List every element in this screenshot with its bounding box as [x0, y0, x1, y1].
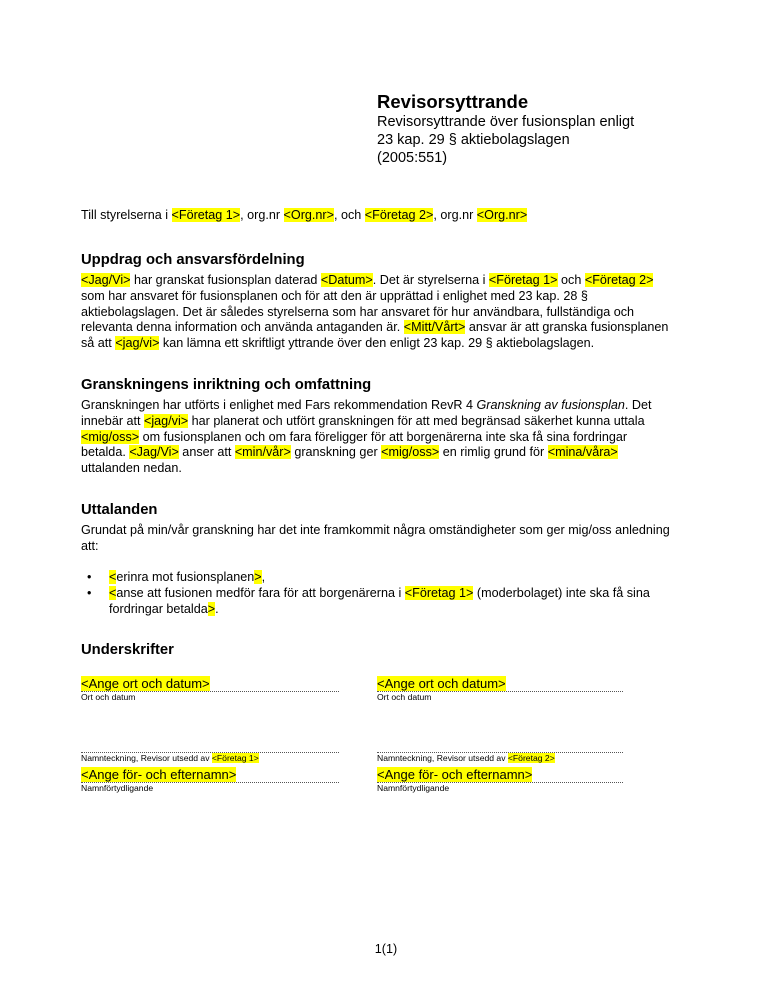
place-date-label: Ort och datum — [81, 692, 136, 702]
document-subtitle-line-2: 23 kap. 29 § aktiebolagslagen — [377, 132, 570, 148]
text: anser att — [178, 445, 235, 460]
place-date-field[interactable]: <Ange ort och datum> — [377, 676, 506, 691]
recipient-prefix: Till styrelserna i — [81, 208, 172, 222]
placeholder-company-1[interactable]: <Företag 1> — [404, 586, 474, 601]
place-date-field[interactable]: <Ange ort och datum> — [81, 676, 210, 691]
placeholder-min-var[interactable]: <min/vår> — [234, 445, 291, 460]
signature-label — [377, 753, 623, 763]
text: Namnteckning, Revisor utsedd av — [81, 753, 212, 763]
section-uttalanden — [81, 501, 681, 618]
text-line: uttalanden nedan. — [81, 461, 182, 476]
signature-column-left — [81, 676, 339, 793]
text: (moderbolaget) inte ska få sina — [473, 586, 650, 601]
text: , — [261, 570, 266, 585]
placeholder-orgnr-1[interactable]: <Org.nr> — [283, 208, 334, 222]
section-paragraph — [81, 523, 681, 555]
signature-column-right — [377, 676, 623, 793]
text: innebär att — [81, 413, 145, 428]
text-line: att: — [81, 538, 99, 553]
reference-title: Granskning av fusionsplan — [476, 398, 625, 412]
section-heading: Granskningens inriktning och omfattning — [81, 377, 372, 393]
document-subtitle-line-3: (2005:551) — [377, 150, 448, 166]
section-granskning — [81, 376, 681, 477]
name-field[interactable]: <Ange för- och efternamn> — [377, 767, 533, 782]
text: så att — [81, 336, 116, 351]
text: Granskningen har utförts i enlighet med Fars rekommendation RevR 4 — [81, 398, 477, 412]
text: . — [215, 601, 219, 616]
section-uppdrag — [81, 251, 681, 352]
text: har planerat och utfört granskningen för att med begränsad säkerhet kunna uttala — [188, 413, 645, 428]
text: Namnteckning, Revisor utsedd av — [377, 753, 508, 763]
placeholder-company-1[interactable]: <Företag 1> — [171, 208, 241, 222]
placeholder-mina-vara[interactable]: <mina/våra> — [547, 445, 618, 460]
text: kan lämna ett skriftligt yttrande över den enligt 23 kap. 29 § aktiebolagslagen. — [159, 336, 595, 351]
placeholder-mig-oss[interactable]: <mig/oss> — [81, 429, 140, 444]
statement-list — [81, 570, 681, 617]
recipient-line — [81, 207, 527, 223]
text: . Det — [624, 398, 652, 412]
bullet-icon: • — [87, 586, 92, 601]
title-block — [377, 91, 677, 167]
placeholder-orgnr-2[interactable]: <Org.nr> — [476, 208, 528, 222]
text-line: som har ansvaret för fusionsplanen och för att den är upprättad i enlighet med 23 kap. 28 § — [81, 288, 588, 303]
name-label: Namnförtydligande — [377, 783, 450, 793]
list-item — [81, 586, 681, 618]
section-underskrifter — [81, 641, 681, 663]
text: om fusionsplanen och om fara föreligger för att borgenärerna inte ska få sina fordringar — [139, 429, 628, 444]
text: erinra mot fusionsplanen — [116, 570, 255, 585]
document-subtitle-line-1: Revisorsyttrande över fusionsplan enligt — [377, 114, 635, 130]
text: granskning ger — [290, 445, 382, 460]
placeholder-bracket-open[interactable]: < — [109, 586, 117, 601]
placeholder-company-2[interactable]: <Företag 2> — [364, 208, 434, 222]
section-heading: Uppdrag och ansvarsfördelning — [81, 252, 305, 268]
text: anse att fusionen medför fara för att borgenärerna i — [116, 586, 405, 601]
text: och — [557, 273, 585, 287]
placeholder-jag-vi[interactable]: <jag/vi> — [144, 413, 189, 428]
placeholder-mitt-vart[interactable]: <Mitt/Vårt> — [403, 320, 466, 335]
page-number: 1(1) — [374, 942, 398, 956]
placeholder-datum[interactable]: <Datum> — [320, 273, 373, 287]
text: , och — [333, 208, 365, 222]
text: en rimlig grund för — [439, 445, 548, 460]
placeholder-bracket-close[interactable]: > — [207, 601, 216, 616]
text: betalda. — [81, 445, 130, 460]
placeholder-jag-vi[interactable]: <jag/vi> — [115, 336, 160, 351]
section-paragraph — [81, 273, 681, 352]
text: , org.nr — [240, 208, 284, 222]
placeholder-company-2[interactable]: <Företag 2> — [507, 753, 555, 763]
section-heading: Uttalanden — [81, 502, 158, 518]
placeholder-jag-vi[interactable]: <Jag/Vi> — [81, 273, 131, 287]
text: . Det är styrelserna i — [372, 273, 489, 287]
section-paragraph — [81, 398, 681, 477]
signature-label — [81, 753, 339, 763]
placeholder-company-2[interactable]: <Företag 2> — [584, 273, 654, 287]
text: fordringar betalda — [109, 601, 208, 616]
text: relevanta denna information och använda antaganden är. — [81, 320, 404, 335]
placeholder-company-1[interactable]: <Företag 1> — [211, 753, 259, 763]
text: ansvar är att granska fusionsplanen — [465, 320, 669, 335]
list-item — [81, 570, 681, 586]
placeholder-bracket-close[interactable]: > — [254, 570, 262, 585]
placeholder-mig-oss[interactable]: <mig/oss> — [381, 445, 440, 460]
section-heading: Underskrifter — [81, 642, 174, 658]
bullet-icon: • — [87, 570, 92, 585]
name-label: Namnförtydligande — [81, 783, 154, 793]
text-line: aktiebolagslagen. Det är således styrelserna som har ansvaret för hur användbara, fullständiga och — [81, 304, 635, 319]
text: , org.nr — [433, 208, 477, 222]
placeholder-bracket-open[interactable]: < — [109, 570, 117, 585]
document-title: Revisorsyttrande — [377, 91, 529, 112]
name-field[interactable]: <Ange för- och efternamn> — [81, 767, 237, 782]
place-date-label: Ort och datum — [377, 692, 432, 702]
placeholder-jag-vi[interactable]: <Jag/Vi> — [129, 445, 179, 460]
text: har granskat fusionsplan daterad — [130, 273, 321, 287]
text-line: Grundat på min/vår granskning har det inte framkommit några omständigheter som ger mig/oss anledning — [81, 523, 670, 537]
placeholder-company-1[interactable]: <Företag 1> — [488, 273, 558, 287]
